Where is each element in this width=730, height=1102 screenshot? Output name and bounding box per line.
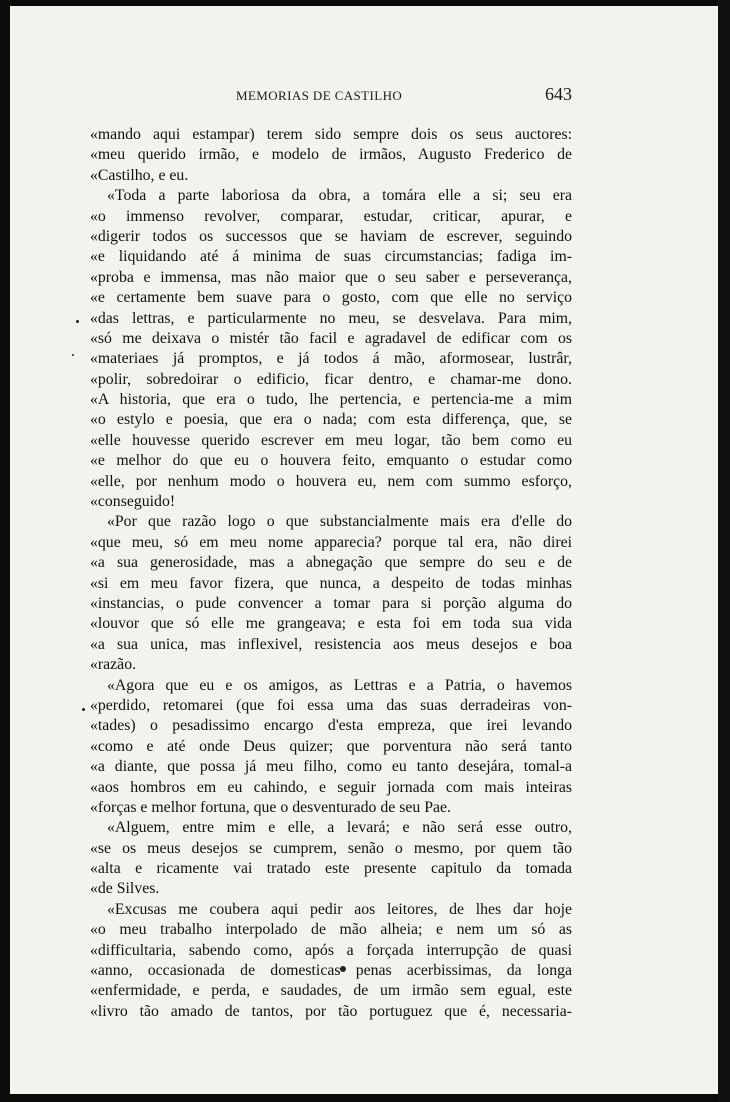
text-line: «de Silves. [90,880,160,898]
text-line: «o estylo e poesia, que era o nada; com esta differença, que, se [90,411,572,429]
text-line: «a sua unica, mas inflexivel, resistencia aos meus desejos e boa [90,635,572,653]
text-line: «elle, por nenhum modo o houvera eu, nem com summo esforço, [90,472,572,490]
text-line: «Excusas me coubera aqui pedir aos leitores, de lhes dar hoje [107,900,572,918]
text-line: «forças e melhor fortuna, que o desventurado de seu Pae. [90,798,452,816]
text-line: «anno, occasionada de domesticas penas acerbissimas, da longa [90,962,572,980]
text-line: «conseguido! [90,493,176,511]
text-line: «Agora que eu e os amigos, as Lettras e a Patria, o havemos [107,676,572,694]
text-line: «proba e immensa, mas não maior que o seu saber e perseverança, [90,268,572,286]
text-line: «aos hombros em eu cahindo, e seguir jornada com mais inteiras [90,778,572,796]
text-line: «se os meus desejos se cumprem, senão o mesmo, por quem tão [90,839,572,857]
text-line: «Por que razão logo o que substancialmente mais era d'elle do [107,513,572,531]
text-line: «a diante, que possa já meu filho, como eu tanto desejára, tomal-a [90,758,572,776]
text-line: «polir, sobredoirar o edificio, ficar dentro, e chamar-me dono. [90,370,572,388]
text-line: «só me deixava o mistér tão facil e agradavel de edificar com os [90,329,572,347]
text-line: «A historia, que era o tudo, lhe pertencia, e pertencia-me a mim [90,391,572,409]
page-header [236,84,572,108]
ink-speck [72,354,74,356]
text-line: «como e até onde Deus quizer; que porventura não será tanto [90,737,572,755]
text-line: «si em meu favor fizera, que nunca, a despeito de todas minhas [90,574,572,592]
text-line: «mando aqui estampar) terem sido sempre dois os seus auctores: [90,126,572,143]
ink-speck [76,320,79,323]
text-line: «razão. [90,656,137,674]
page-number: 643 [545,84,572,104]
ink-speck [82,708,85,711]
text-line: «Alguem, entre mim e elle, a levará; e não será esse outro, [107,819,572,837]
text-line: «enfermidade, e perda, e saudades, de um irmão sem egual, este [90,982,572,1000]
text-line: «e liquidando até á minima de suas circumstancias; fadiga im- [90,248,572,266]
text-line: «a sua generosidade, mas a abnegação que sempre do seu e de [90,554,572,572]
text-line: «o immenso revolver, comparar, estudar, criticar, apurar, e [90,207,572,225]
text-line: «perdido, retomarei (que foi essa uma das suas derradeiras von- [90,696,572,714]
text-line: «e melhor do que eu o houvera feito, emquanto o estudar como [90,452,572,470]
text-line: «Toda a parte laboriosa da obra, a tomára elle a si; seu era [107,187,572,205]
text-line: «e certamente bem suave para o gosto, com que elle no serviço [90,289,572,307]
scan-border [718,0,730,1102]
running-title: MEMORIAS DE CASTILHO [236,88,403,103]
text-line: «Castilho, e eu. [90,166,189,184]
text-line: «alta e ricamente vai tratado este presente capitulo da tomada [90,860,572,878]
text-line: «livro tão amado de tantos, por tão portuguez que é, necessaria- [90,1002,572,1020]
text-line: «instancias, o pude convencer a tomar para si porção alguma do [90,594,572,612]
text-line: «elle houvesse querido escrever em meu logar, tão bem como eu [90,431,572,449]
text-line: «das lettras, e particularmente no meu, se desvelava. Para mim, [90,309,572,327]
text-line: «que meu, só em meu nome apparecia? porque tal era, não direi [90,533,572,551]
text-line: «materiaes já promptos, e já todos á mão, aformosear, lustrâr, [90,350,572,368]
text-line: «meu querido irmão, e modelo de irmãos, Augusto Frederico de [90,146,572,164]
text-line: «louvor que só elle me grangeava; e esta foi em toda sua vida [90,615,572,633]
text-line: «tades) o pesadissimo encargo d'esta empreza, que irei levando [90,717,572,735]
body-text [90,125,572,1022]
text-line: «o meu trabalho interpolado de mão alheia; e nem um só as [90,921,572,939]
text-line: «digerir todos os successos que se haviam de escrever, seguindo [90,227,572,245]
text-line: «difficultaria, sabendo como, após a forçada interrupção de quasi [90,941,572,959]
